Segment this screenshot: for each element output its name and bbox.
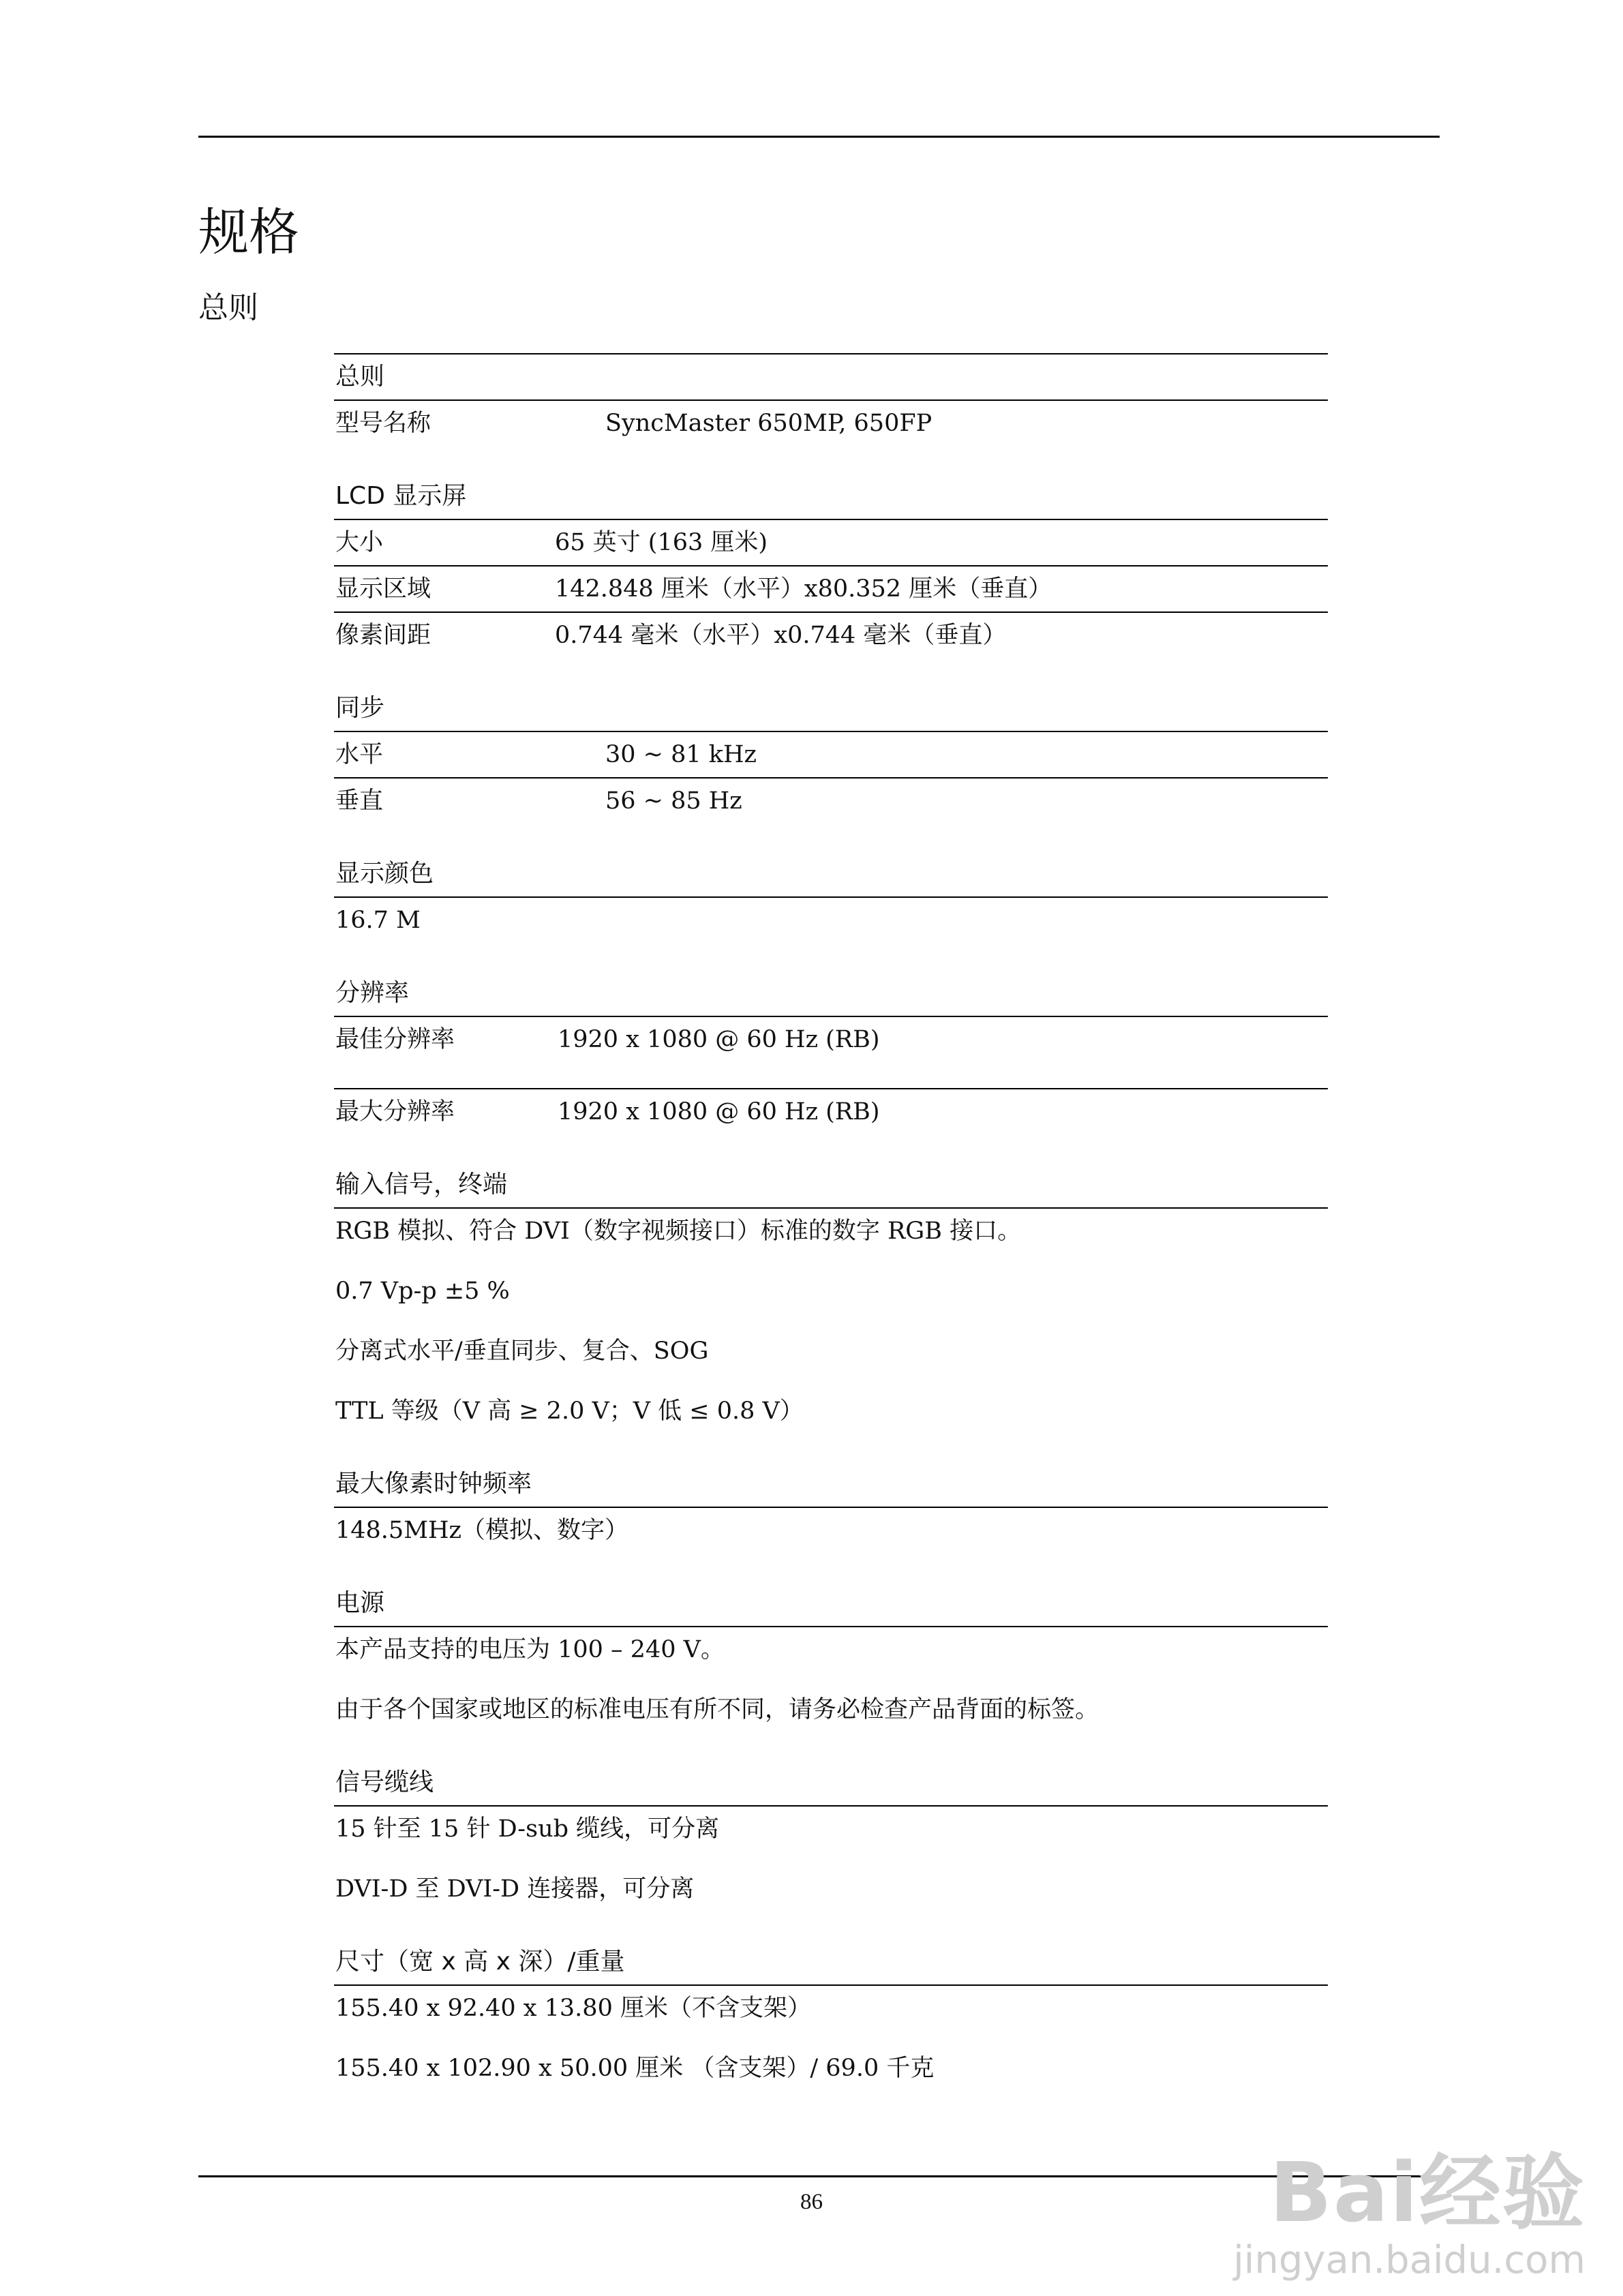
- cable-lines: [334, 1807, 1328, 1912]
- header-rule: [198, 136, 1440, 138]
- dimension-line: 155.40 x 92.40 x 13.80 厘米（不含支架）: [335, 1995, 811, 2022]
- value-pixel-pitch: 0.744 毫米（水平）x0.744 毫米（垂直）: [555, 622, 1007, 649]
- value-optimum-resolution: 1920 x 1080 @ 60 Hz (RB): [558, 1026, 880, 1053]
- group-header-general: 总则: [334, 353, 1328, 401]
- label-sync-vertical: 垂直: [335, 787, 384, 815]
- power-line: 由于各个国家或地区的标准电压有所不同，请务必检查产品背面的标签。: [335, 1696, 1099, 1723]
- group-colors: [334, 851, 1328, 943]
- page-title: 规格: [198, 203, 299, 262]
- group-dimensions: [334, 1939, 1328, 2091]
- group-header-dimensions: 尺寸（宽 x 高 x 深）/重量: [334, 1939, 1328, 1986]
- value-display-area: 142.848 厘米（水平）x80.352 厘米（垂直）: [555, 575, 1052, 603]
- page-number: 86: [800, 2190, 823, 2214]
- value-pixel-clock: 148.5MHz（模拟、数字）: [335, 1517, 628, 1544]
- value-sync-vertical: 56 ~ 85 Hz: [605, 787, 742, 815]
- value-max-resolution: 1920 x 1080 @ 60 Hz (RB): [558, 1098, 880, 1126]
- group-header-pixel-clock: 最大像素时钟频率: [334, 1462, 1328, 1508]
- spec-table: [334, 353, 1328, 2119]
- value-size: 65 英寸 (163 厘米): [555, 529, 768, 556]
- value-colors: 16.7 M: [335, 907, 421, 934]
- label-size: 大小: [335, 529, 384, 556]
- row-model-name: [334, 401, 1328, 446]
- group-header-input: 输入信号，终端: [334, 1162, 1328, 1209]
- group-input: [334, 1162, 1328, 1434]
- label-display-area: 显示区域: [335, 575, 431, 603]
- group-sync: [334, 686, 1328, 824]
- input-line: TTL 等级（V 高 ≥ 2.0 V；V 低 ≤ 0.8 V）: [335, 1398, 804, 1425]
- group-lcd: [334, 474, 1328, 658]
- group-pixel-clock: [334, 1462, 1328, 1553]
- label-max-resolution: 最大分辨率: [335, 1098, 455, 1126]
- value-sync-horizontal: 30 ~ 81 kHz: [605, 741, 757, 768]
- group-header-sync: 同步: [334, 686, 1328, 732]
- group-header-colors: 显示颜色: [334, 851, 1328, 898]
- row-pixel-clock: [334, 1508, 1328, 1553]
- label-sync-horizontal: 水平: [335, 741, 384, 768]
- group-header-power: 电源: [334, 1581, 1328, 1627]
- label-optimum-resolution: 最佳分辨率: [335, 1026, 455, 1053]
- cable-line: DVI-D 至 DVI-D 连接器，可分离: [335, 1875, 695, 1903]
- label-pixel-pitch: 像素间距: [335, 622, 431, 649]
- row-sync-vertical: [334, 779, 1328, 824]
- group-header-cable: 信号缆线: [334, 1760, 1328, 1807]
- label-model-name: 型号名称: [335, 410, 431, 437]
- group-resolution: [334, 971, 1328, 1134]
- row-display-area: [334, 567, 1328, 613]
- row-size: [334, 520, 1328, 567]
- group-cable: [334, 1760, 1328, 1912]
- row-colors: [334, 898, 1328, 943]
- dimension-line: 155.40 x 102.90 x 50.00 厘米 （含支架）/ 69.0 千克: [335, 2055, 935, 2082]
- input-line: RGB 模拟、符合 DVI（数字视频接口）标准的数字 RGB 接口。: [335, 1218, 1022, 1245]
- watermark-logo: Bai经验: [1269, 2146, 1586, 2241]
- row-max-resolution: [334, 1089, 1328, 1134]
- group-general: [334, 353, 1328, 446]
- dimension-lines: [334, 1986, 1328, 2091]
- watermark-url: jingyan.baidu.com: [1233, 2238, 1586, 2282]
- power-lines: [334, 1627, 1328, 1732]
- cable-line: 15 针至 15 针 D-sub 缆线，可分离: [335, 1815, 720, 1843]
- input-line: 分离式水平/垂直同步、复合、SOG: [335, 1338, 709, 1365]
- value-model-name: SyncMaster 650MP, 650FP: [605, 410, 932, 437]
- row-pixel-pitch: [334, 613, 1328, 658]
- row-sync-horizontal: [334, 732, 1328, 779]
- input-line: 0.7 Vp-p ±5 %: [335, 1278, 510, 1305]
- group-power: [334, 1581, 1328, 1732]
- group-header-lcd: LCD 显示屏: [334, 474, 1328, 520]
- section-title: 总则: [198, 290, 258, 325]
- power-line: 本产品支持的电压为 100 – 240 V。: [335, 1636, 725, 1663]
- watermark: [1233, 2128, 1586, 2282]
- row-optimum-resolution: [334, 1017, 1328, 1089]
- group-header-resolution: 分辨率: [334, 971, 1328, 1017]
- input-lines: [334, 1209, 1328, 1434]
